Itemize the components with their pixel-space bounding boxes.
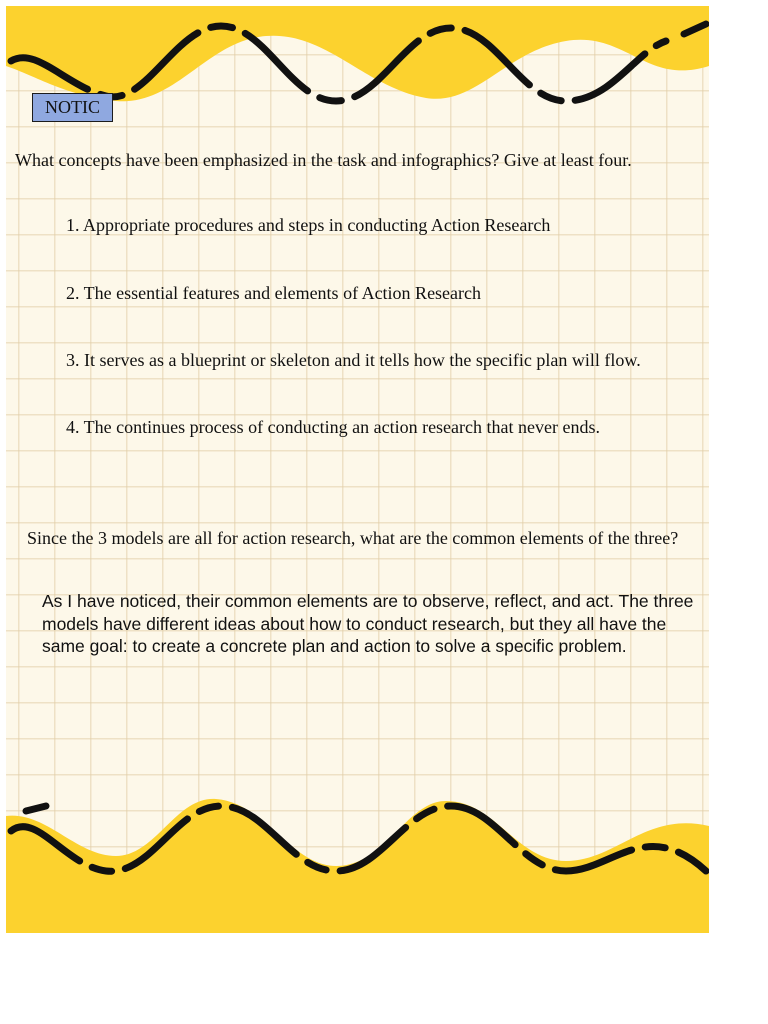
list-item: 3. It serves as a blueprint or skeleton and it tells how the specific plan will flow.: [66, 350, 641, 370]
notice-badge-label: NOTIC: [45, 97, 100, 117]
answer-common-elements: As I have noticed, their common elements are to observe, reflect, and act. The three models have different ideas about how to conduct research, but they all have the same goal: to create a concrete plan and action to solve a specific problem.: [42, 591, 694, 656]
bottom-wave-decoration: [6, 771, 709, 933]
question-concepts: What concepts have been emphasized in the task and infographics? Give at least four.: [15, 150, 632, 170]
list-item: 2. The essential features and elements of Action Research: [66, 283, 482, 303]
question-common-elements: Since the 3 models are all for action research, what are the common elements of the three?: [27, 528, 679, 548]
worksheet-page: [6, 6, 709, 933]
notice-badge: [32, 93, 113, 122]
list-item: 1. Appropriate procedures and steps in conducting Action Research: [66, 215, 551, 235]
list-item: 4. The continues process of conducting an action research that never ends.: [66, 417, 600, 437]
